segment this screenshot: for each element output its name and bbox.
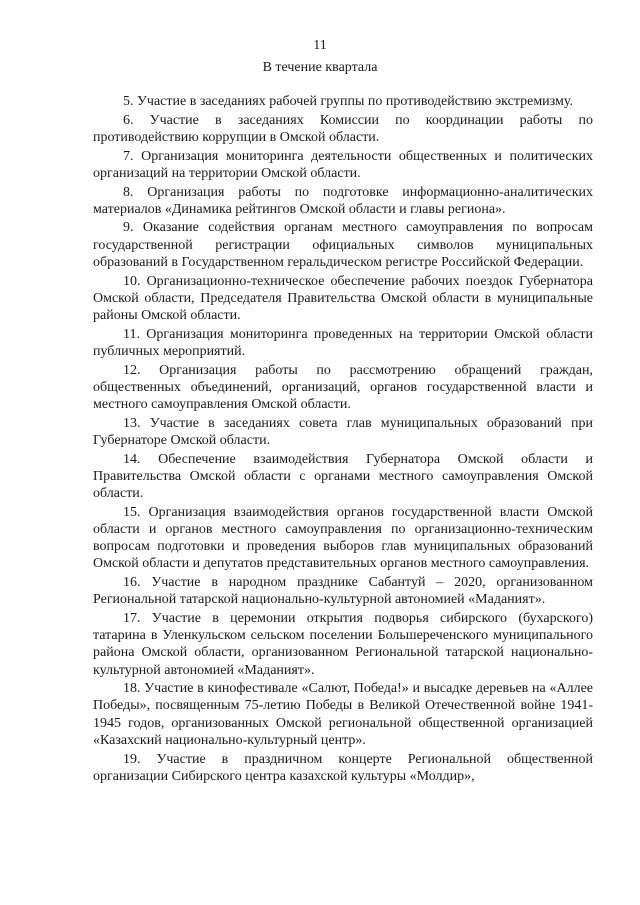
list-item: 14. Обеспечение взаимодействия Губернатора Омской области и Правительства Омской области с органами местного самоуправления Омской области. (93, 451, 593, 501)
list-item: 15. Организация взаимодействия органов государственной власти Омской области и органов местного самоуправления по организационно-техническим вопросам подготовки и проведения выборов глав муниципальных образований Омской области и депутатов представительных органов местного самоуправления. (93, 504, 593, 572)
list-item: 12. Организация работы по рассмотрению обращений граждан, общественных объединений, организаций, органов государственной власти и местного самоуправления Омской области. (93, 362, 593, 412)
list-item: 10. Организационно-техническое обеспечение рабочих поездок Губернатора Омской области, Председателя Правительства Омской области в муниципальные районы Омской области. (93, 273, 593, 323)
list-item: 8. Организация работы по подготовке информационно-аналитических материалов «Динамика рейтингов Омской области и главы региона». (93, 184, 593, 217)
list-item: 17. Участие в церемонии открытия подворья сибирского (бухарского) татарина в Уленкульском сельском поселении Большереченского муниципального района Омской области, организованном Региональной татарской национально-культурной автономией «Маданият». (93, 610, 593, 678)
list-item: 16. Участие в народном празднике Сабантуй – 2020, организованном Региональной татарской национально-культурной автономией «Маданият». (93, 574, 593, 608)
list-item: 5. Участие в заседаниях рабочей группы по противодействию экстремизму. (123, 94, 573, 109)
list-item: 18. Участие в кинофестивале «Салют, Победа!» и высадке деревьев на «Аллее Победы», посвященным 75-летию Победы в Великой Отечественной войне 1941-1945 годов, организованных Омской региональной общественной организацией «Казахский национально-культурный центр». (93, 681, 593, 748)
list-item: 19. Участие в праздничном концерте Региональной общественной организации Сибирского центра казахской культуры «Молдир», (93, 751, 593, 784)
page-number: 11 (313, 38, 327, 53)
list-item: 9. Оказание содействия органам местного самоуправления по вопросам государственной регистрации официальных символов муниципальных образований в Государственном геральдическом регистре Российской Федерации. (93, 220, 593, 270)
section-title: В течение квартала (262, 60, 378, 75)
list-item: 7. Организация мониторинга деятельности общественных и политических организаций на территории Омской области. (93, 148, 593, 181)
list-item: 13. Участие в заседаниях совета глав муниципальных образований при Губернаторе Омской области. (93, 415, 593, 448)
list-item: 6. Участие в заседаниях Комиссии по координации работы по противодействию коррупции в Омской области. (93, 112, 593, 145)
list-item: 11. Организация мониторинга проведенных на территории Омской области публичных мероприятий. (93, 326, 593, 359)
document-body (93, 93, 593, 786)
